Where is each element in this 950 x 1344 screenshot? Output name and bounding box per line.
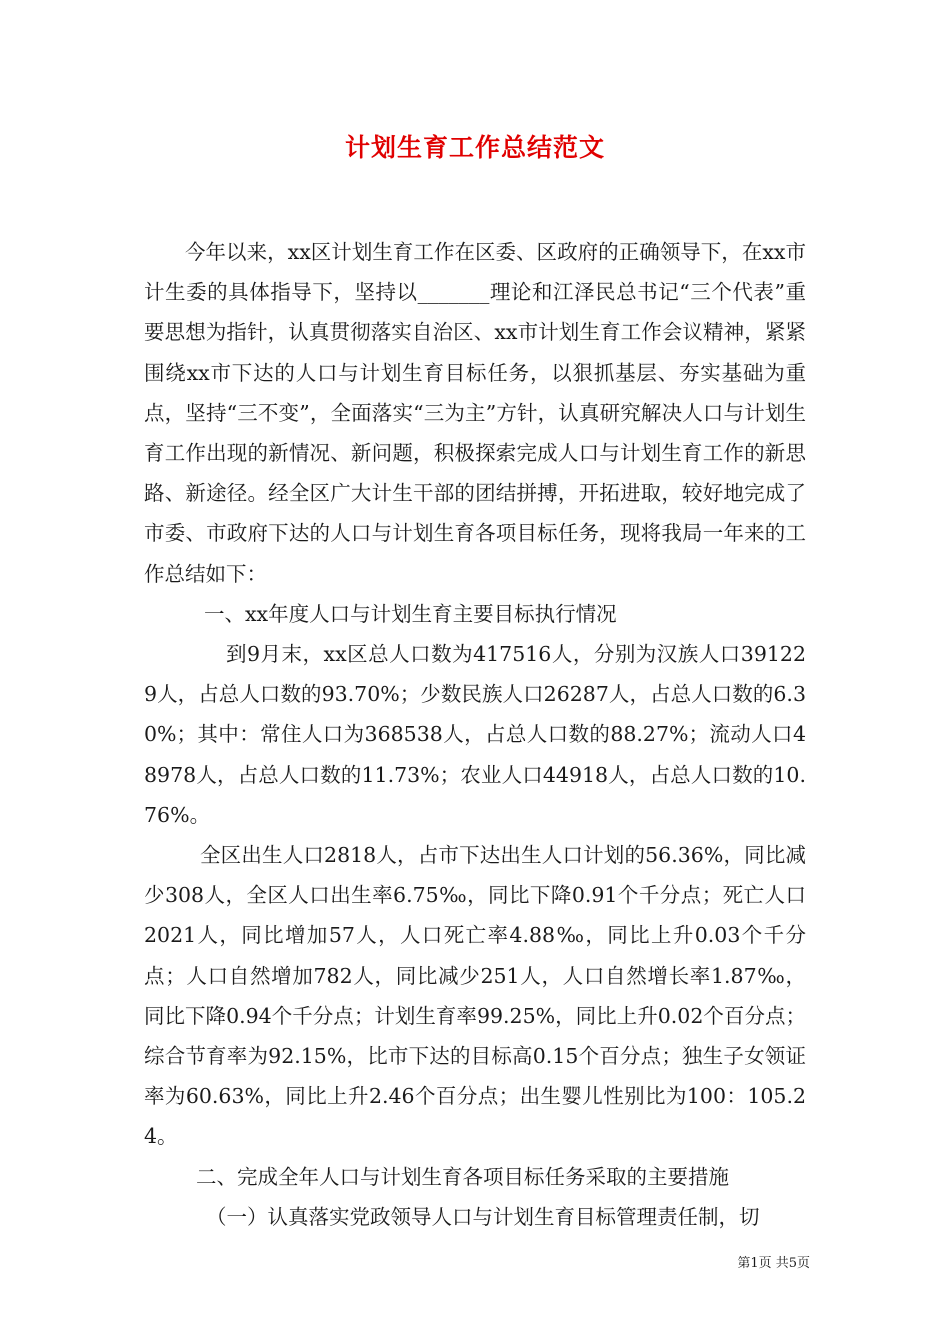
section-heading-2: 二、完成全年人口与计划生育各项目标任务采取的主要措施: [196, 1164, 729, 1189]
paragraph-birth-stats: 全区出生人口2818人，占市下达出生人口计划的56.36%，同比减少308人，全区人口出生率6.75‰，同比下降0.91个千分点；死亡人口2021人，同比增加57人，人口死亡率4.88‰，同比上升0.03个千分点；人口自然增加782人，同比减少251人，人口自然增长率1.87‰，同比下降0.94个千分点；计划生育率99.25%，同比上升0.02个百分点；综合节育率为92.15%，比市下达的目标高0.15个百分点；独生子女领证率为60.63%，同比上升2.46个百分点；出生婴儿性别比为100：105.24。: [144, 843, 806, 1149]
page-footer: 第1页 共5页: [737, 1256, 810, 1271]
document-body: [144, 232, 806, 1237]
section-heading-1: 一、xx年度人口与计划生育主要目标执行情况: [204, 601, 617, 626]
paragraph-intro: 今年以来，xx区计划生育工作在区委、区政府的正确领导下，在xx市计生委的具体指导下，坚持以_______理论和江泽民总书记“三个代表”重要思想为指针，认真贯彻落实自治区、xx市计划生育工作会议精神，紧紧围绕xx市下达的人口与计划生育目标任务，以狠抓基层、夯实基础为重点，坚持“三不变”，全面落实“三为主”方针，认真研究解决人口与计划生育工作出现的新情况、新问题，积极探索完成人口与计划生育工作的新思路、新途径。经全区广大计生干部的团结拼搏，开拓进取，较好地完成了市委、市政府下达的人口与计划生育各项目标任务，现将我局一年来的工作总结如下：: [144, 240, 806, 586]
paragraph-population: 到9月末，xx区总人口数为417516人，分别为汉族人口391229人，占总人口数的93.70%；少数民族人口26287人，占总人口数的6.30%；其中：常住人口为368538人，占总人口数的88.27%；流动人口48978人，占总人口数的11.73%；农业人口44918人，占总人口数的10.76%。: [144, 642, 806, 827]
paragraph-measures: （一）认真落实党政领导人口与计划生育目标管理责任制，切: [206, 1204, 760, 1229]
document-title: 计划生育工作总结范文: [344, 133, 605, 162]
